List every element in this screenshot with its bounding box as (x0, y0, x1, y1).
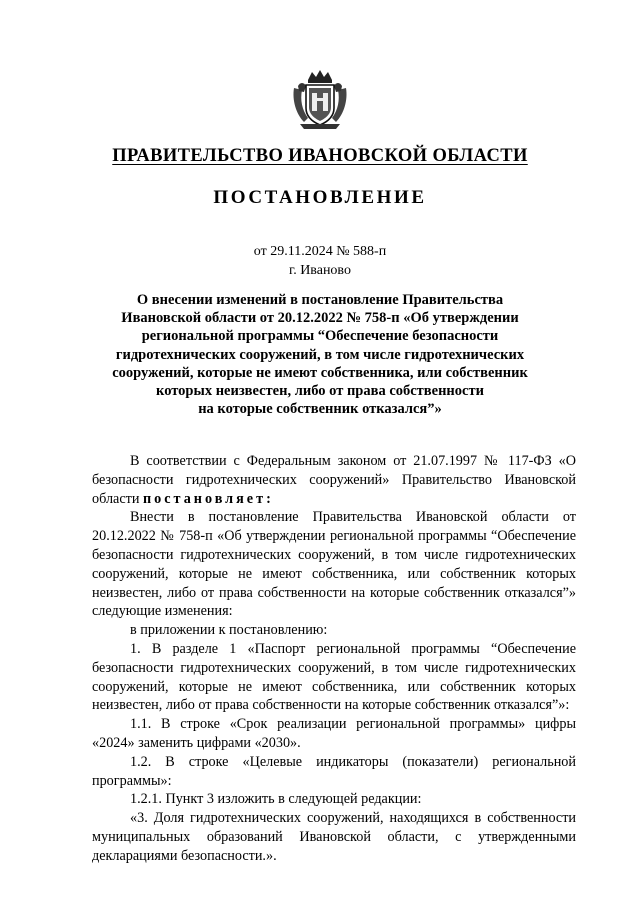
body-paragraph: 1. В разделе 1 «Паспорт региональной программы “Обеспечение безопасности гидротехнических сооружений, в том числе гидротехнических сооружений, которые не имеют собственника, или собственник которых неизвестен, либо от права собственности на которые собственник отказался”»: (92, 640, 576, 714)
document-body (92, 452, 576, 866)
preamble-paragraph (92, 452, 576, 508)
title-line: региональной программы “Обеспечение безопасности (141, 328, 499, 345)
decree-word: постановляет: (142, 490, 274, 507)
title-line: которых неизвестен, либо от права собственности (156, 383, 484, 400)
body-paragraph: 1.2.1. Пункт 3 изложить в следующей редакции: (130, 791, 422, 808)
document-city: г. Иваново (289, 263, 351, 278)
body-paragraph: Внести в постановление Правительства Ивановской области от 20.12.2022 № 758-п «Об утверждении региональной программы “Обеспечение безопасности гидротехнических сооружений, в том числе гидротехнических сооружений, которые не имеют собственника, или собственник которых неизвестен, либо от права собственности на которые собственник отказался”» следующие изменения: (92, 509, 576, 620)
preamble-text: В соответствии с Федеральным законом от 21.07.1997 № 117-ФЗ «О безопасности гидротехнических сооружений» Правительство Ивановской области (92, 453, 576, 507)
title-line: Ивановской области от 20.12.2022 № 758-п «Об утверждении (121, 310, 519, 327)
body-paragraph: «3. Доля гидротехнических сооружений, находящихся в собственности муниципальных образований Ивановской области, с утвержденными декларациями безопасности.». (92, 810, 576, 864)
body-paragraph: в приложении к постановлению: (130, 622, 328, 639)
document-type: ПОСТАНОВЛЕНИЕ (213, 187, 427, 208)
body-paragraph: 1.1. В строке «Срок реализации региональной программы» цифры «2024» заменить цифрами «2030». (92, 716, 576, 751)
government-name: ПРАВИТЕЛЬСТВО ИВАНОВСКОЙ ОБЛАСТИ (112, 146, 528, 166)
title-line: на которые собственник отказался”» (198, 401, 442, 418)
title-line: гидротехнических сооружений, в том числе гидротехнических (115, 346, 525, 363)
title-line: сооружений, которые не имеют собственника, или собственник (112, 364, 528, 381)
coat-of-arms-icon (290, 68, 350, 130)
document-title (100, 291, 540, 418)
body-paragraph: 1.2. В строке «Целевые индикаторы (показатели) региональной программы»: (92, 753, 576, 789)
title-line: О внесении изменений в постановление Правительства (136, 292, 504, 308)
document-date-number: от 29.11.2024 № 588-п (253, 244, 387, 259)
